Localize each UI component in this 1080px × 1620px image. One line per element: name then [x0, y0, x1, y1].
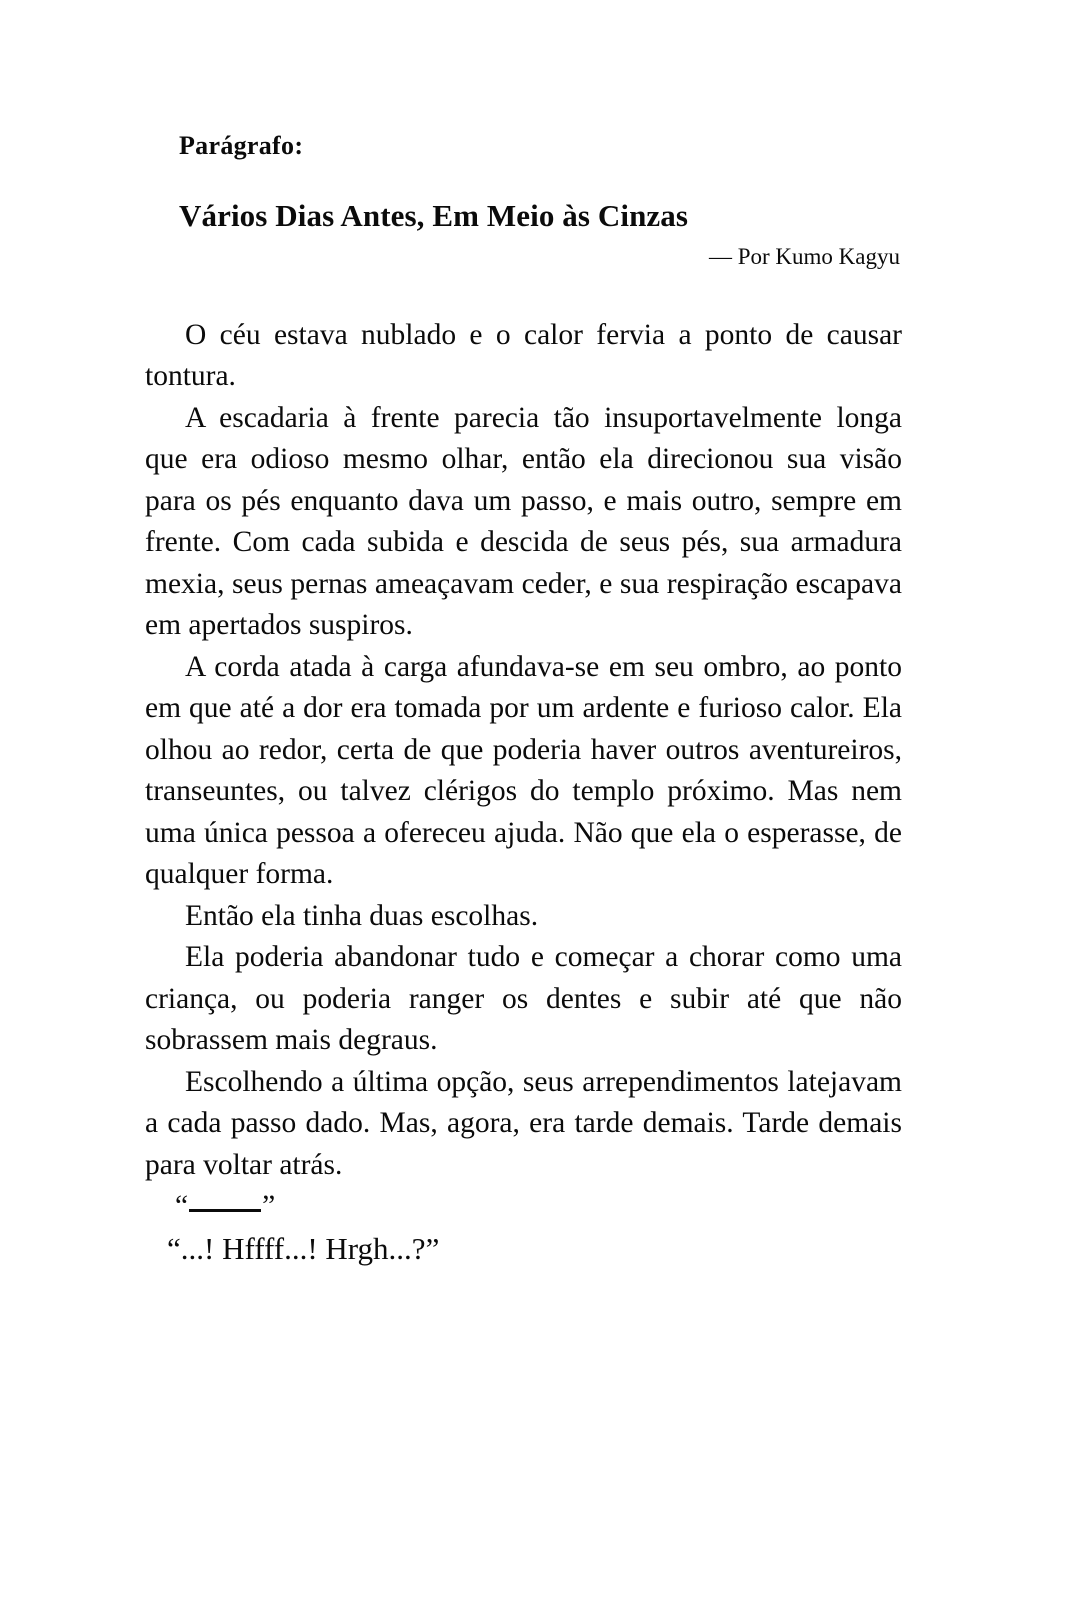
section-label: Parágrafo: — [179, 131, 304, 160]
body-paragraph: O céu estava nublado e o calor fervia a ponto de causar tontura. — [145, 318, 902, 393]
opening-quote-mark: “ — [175, 1190, 189, 1223]
redacted-rule — [189, 1209, 261, 1212]
page-title: Vários Dias Antes, Em Meio às Cinzas — [179, 197, 689, 233]
body-paragraph: Então ela tinha duas escolhas. — [185, 899, 539, 932]
body-paragraph: A escadaria à frente parecia tão insuportavelmente longa que era odioso mesmo olhar, então ela direcionou sua visão para os pés enquanto dava um passo, e mais outro, sempre em frente. Com cada subida e descida de seus pés, sua armadura mexia, seus pernas ameaçavam ceder, e sua respiração escapava em apertados suspiros. — [145, 401, 902, 642]
closing-quote-mark: ” — [262, 1190, 276, 1223]
text-column — [145, 132, 902, 1269]
body-paragraph: A corda atada à carga afundava-se em seu ombro, ao ponto em que até a dor era tomada por um ardente e furioso calor. Ela olhou ao redor, certa de que poderia haver outros aventureiros, transeuntes, ou talvez clérigos do templo próximo. Mas nem uma única pessoa a ofereceu ajuda. Não que ela o esperasse, de qualquer forma. — [145, 650, 902, 891]
body-paragraph: Ela poderia abandonar tudo e começar a chorar como uma criança, ou poderia ranger os dentes e subir até que não sobrassem mais degraus. — [145, 941, 902, 1057]
body-paragraph: Escolhendo a última opção, seus arrependimentos latejavam a cada passo dado. Mas, agora, era tarde demais. Tarde demais para voltar atrás. — [145, 1065, 902, 1181]
final-dialogue-line: “...! Hffff...! Hrgh...?” — [167, 1230, 440, 1266]
byline: — Por Kumo Kagyu — [708, 244, 900, 270]
redacted-dialogue-line — [145, 1186, 902, 1228]
